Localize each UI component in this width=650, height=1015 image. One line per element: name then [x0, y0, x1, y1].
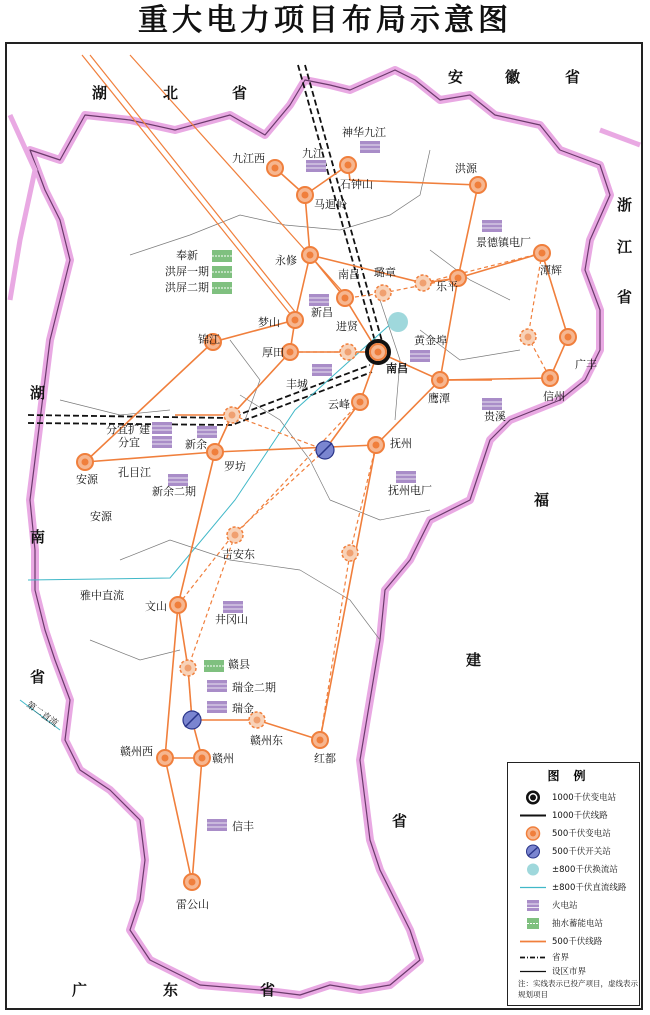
substation-500kv-icon[interactable] [542, 370, 558, 386]
place-madanglu: 马迴岭 [314, 198, 347, 211]
province-label-hubei-3: 省 [232, 84, 248, 102]
province-label-fujian-3: 省 [392, 812, 408, 830]
province-label-anhui-1: 安 [448, 68, 464, 86]
switch-station-icon[interactable] [316, 441, 334, 459]
province-label-hubei-1: 湖 [92, 84, 108, 102]
legend [507, 762, 640, 1006]
legend-row-1000kv-station [508, 789, 639, 806]
substation-500kv-icon[interactable] [368, 437, 384, 453]
place-ganzhoudong: 赣州东 [250, 734, 283, 747]
substation-500kv-icon[interactable] [287, 312, 303, 328]
place-wenshan: 文山 [145, 600, 167, 613]
substation-500kv-icon[interactable] [282, 344, 298, 360]
map-title: 重大电力项目布局示意图 [138, 3, 512, 38]
thermal-plant-icon[interactable] [482, 220, 502, 232]
neighbor-border-west [10, 115, 35, 300]
legend-row-switch [508, 843, 639, 860]
province-label-guangdong-1: 广 [72, 981, 88, 999]
legend-row-converter [508, 861, 639, 878]
province-label-anhui-2: 徽 [505, 68, 521, 86]
place-fengcheng: 丰城 [286, 378, 308, 391]
legend-row-500kv-line [508, 933, 639, 950]
province-label-guangdong-2: 东 [163, 981, 179, 999]
substation-500kv-icon[interactable] [312, 732, 328, 748]
substation-500kv-planned-icon[interactable] [342, 545, 358, 561]
switch-station-icon[interactable] [183, 711, 201, 729]
legend-label: 500千伏线路 [552, 937, 603, 947]
place-houtian: 厚田 [262, 346, 284, 359]
line-500kv [85, 165, 568, 882]
place-kongmujiang: 孔目江 [118, 466, 151, 479]
province-label-zhejiang-1: 浙 [617, 196, 633, 214]
place-jiujiangxi: 九江西 [232, 152, 265, 165]
province-label-hubei-2: 北 [163, 84, 179, 102]
legend-label: 设区市界 [552, 967, 587, 977]
place-fenyikuojian: 分宜扩建 [106, 423, 150, 436]
place-yingtan: 鹰潭 [428, 392, 450, 405]
province-label-fujian-1: 福 [534, 491, 550, 509]
substation-500kv-icon[interactable] [267, 160, 283, 176]
place-fengxin: 奉新 [176, 249, 198, 262]
thermal-plants [152, 141, 502, 831]
thermal-plant-icon[interactable] [306, 160, 326, 172]
pumped-storage-icon[interactable] [212, 250, 232, 262]
substation-500kv-icon[interactable] [534, 245, 550, 261]
converter-station-icon[interactable] [388, 312, 408, 332]
thermal-plant-icon[interactable] [410, 350, 430, 362]
legend-row-pumped [508, 915, 639, 932]
substation-500kv-icon[interactable] [207, 444, 223, 460]
legend-label: 抽水蓄能电站 [552, 919, 604, 929]
place-mengshan: 梦山 [258, 316, 280, 329]
thermal-plant-icon[interactable] [396, 471, 416, 483]
province-label-fujian-2: 建 [466, 651, 482, 669]
thermal-plant-icon[interactable] [207, 680, 227, 692]
pumped-storage-icon[interactable] [204, 660, 224, 672]
place-leping: 乐平 [436, 280, 458, 293]
pumped-storage-icon [518, 915, 548, 932]
legend-label: 1000千伏变电站 [552, 793, 617, 803]
thermal-plant-icon [518, 897, 548, 914]
substation-500kv-icon[interactable] [184, 874, 200, 890]
place-guangfeng: 广丰 [575, 358, 597, 371]
substation-500kv-icon[interactable] [157, 750, 173, 766]
place-xinzhou: 信州 [543, 390, 565, 403]
substation-500kv-icon[interactable] [302, 247, 318, 263]
place-ganxian: 赣县 [228, 658, 250, 671]
substation-500kv-icon [518, 825, 548, 842]
legend-row-dc-line [508, 879, 639, 896]
substation-1000kv-icon [518, 789, 548, 806]
place-xinyu2: 新余二期 [152, 485, 196, 498]
place-nanlu: 南昌 [338, 268, 360, 281]
substations-500kv [77, 157, 576, 890]
substation-500kv-icon[interactable] [560, 329, 576, 345]
switch-station-icon [518, 843, 548, 860]
substation-500kv-icon[interactable] [432, 372, 448, 388]
place-shizhongshan: 石钟山 [340, 178, 373, 191]
line-500kv-icon [518, 933, 548, 950]
province-label-zhejiang-2: 江 [617, 238, 633, 256]
pumped-storage-icon[interactable] [212, 266, 232, 278]
place-jingdezhen: 景德镇电厂 [476, 236, 531, 249]
substation-500kv-planned-icon[interactable] [224, 407, 240, 423]
substation-500kv-icon[interactable] [352, 394, 368, 410]
place-tanhui: 潭辉 [540, 264, 562, 277]
province-label-hunan-1: 湖 [30, 384, 46, 402]
pumped-storage-icon[interactable] [212, 282, 232, 294]
place-jiujiang: 九江 [302, 147, 324, 160]
substation-500kv-icon[interactable] [77, 454, 93, 470]
thermal-plant-icon[interactable] [223, 601, 243, 613]
place-fuzhou: 抚州 [390, 437, 412, 450]
legend-row-500kv-station [508, 825, 639, 842]
place-ganzhoux: 赣州西 [120, 745, 153, 758]
thermal-plant-icon[interactable] [309, 294, 329, 306]
legend-note: 注：实线表示已投产项目，虚线表示规划项目 [518, 979, 638, 999]
thermal-plant-icon[interactable] [207, 701, 227, 713]
place-xinyu: 新余 [185, 438, 207, 451]
thermal-plant-icon[interactable] [207, 819, 227, 831]
substation-500kv-icon[interactable] [170, 597, 186, 613]
place-fuzhoudc: 抚州电厂 [388, 484, 432, 497]
place-jinxian: 进贤 [336, 320, 358, 333]
place-jianan: 吉安东 [222, 548, 255, 561]
substation-500kv-planned-icon[interactable] [180, 660, 196, 676]
thermal-plant-icon[interactable] [482, 398, 502, 410]
legend-label: 省界 [552, 953, 570, 963]
place-yongxiu: 永修 [275, 254, 297, 267]
legend-label: ±800千伏直流线路 [552, 883, 627, 893]
place-jinjiang: 锦江 [198, 333, 220, 346]
place-anyuan: 安源 [76, 473, 98, 486]
substation-500kv-icon[interactable] [470, 177, 486, 193]
place-ruijin2: 瑞金二期 [232, 681, 276, 694]
line-1000kv-icon [518, 807, 548, 824]
prefecture-boundaries [60, 150, 520, 660]
place-ganzhou: 赣州 [212, 752, 234, 765]
province-label-hunan-2: 南 [30, 528, 46, 546]
substation-500kv-planned-icon[interactable] [227, 527, 243, 543]
province-label-hunan-3: 省 [30, 668, 46, 686]
place-zhangzhang: 璐章 [374, 266, 396, 279]
place-xinchang: 新昌 [311, 306, 333, 319]
place-yazhong: 雅中直流 [80, 589, 124, 602]
province-label-zhejiang-3: 省 [617, 288, 633, 306]
place-shenhua: 神华九江 [342, 126, 386, 139]
province-label-guangdong-3: 省 [260, 981, 276, 999]
legend-row-1000kv-line [508, 807, 639, 824]
place-anyuan2: 安源 [90, 510, 112, 523]
place-luofang: 罗坊 [224, 460, 246, 473]
place-jinggangshan: 井冈山 [215, 613, 248, 626]
neighbor-border-east [600, 130, 640, 145]
place-xinfeng: 信丰 [232, 820, 254, 833]
thermal-plant-icon[interactable] [152, 436, 172, 448]
substation-500kv-planned-icon[interactable] [340, 344, 356, 360]
legend-label: 500千伏开关站 [552, 847, 611, 857]
place-hongdu: 红都 [314, 752, 336, 765]
substation-500kv-icon[interactable] [297, 187, 313, 203]
place-second-dc: 第二直流 [24, 700, 60, 730]
place-guixi: 贵溪 [484, 410, 506, 423]
legend-row-thermal [508, 897, 639, 914]
place-fenyi: 分宜 [118, 436, 140, 449]
legend-label: 500千伏变电站 [552, 829, 611, 839]
place-huangjinbu: 黄金埠 [414, 334, 447, 347]
legend-label: ±800千伏换流站 [552, 865, 618, 875]
place-yunfeng: 云峰 [328, 398, 350, 411]
legend-title: 图例 [547, 769, 600, 783]
substation-500kv-icon[interactable] [337, 290, 353, 306]
thermal-plant-icon[interactable] [360, 141, 380, 153]
substation-500kv-icon[interactable] [370, 344, 386, 360]
thermal-plant-icon[interactable] [197, 426, 217, 438]
substation-500kv-icon[interactable] [340, 157, 356, 173]
place-nanchang: 南昌 [386, 362, 408, 375]
substation-500kv-planned-icon[interactable] [415, 275, 431, 291]
thermal-plant-icon[interactable] [312, 364, 332, 376]
place-ruijin: 瑞金 [232, 702, 254, 715]
substation-500kv-planned-icon[interactable] [520, 329, 536, 345]
place-hongyuan: 洪源 [455, 162, 477, 175]
place-leigongshan: 雷公山 [176, 898, 209, 911]
thermal-plant-icon[interactable] [152, 422, 172, 434]
substation-500kv-planned-icon[interactable] [375, 285, 391, 301]
place-hongping1: 洪屏一期 [165, 265, 209, 278]
place-hongping2: 洪屏二期 [165, 281, 209, 294]
legend-label: 火电站 [552, 901, 578, 911]
substation-500kv-icon[interactable] [194, 750, 210, 766]
dc-line-icon [518, 879, 548, 896]
converter-station-icon [518, 861, 548, 878]
legend-label: 1000千伏线路 [552, 811, 608, 821]
province-label-anhui-3: 省 [565, 68, 581, 86]
